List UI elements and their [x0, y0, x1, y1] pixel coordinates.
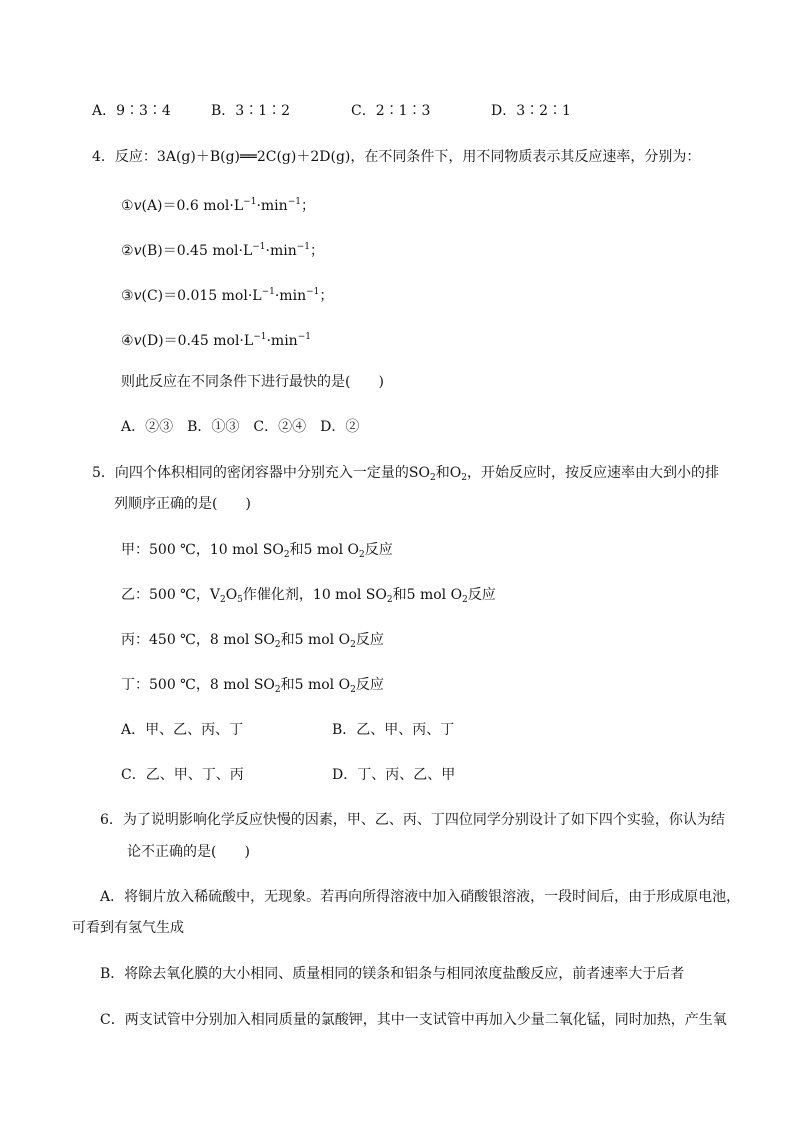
q5-option-d: D．丁、丙、乙、甲 — [332, 767, 456, 783]
q5-stem-line1: 5．向四个体积相同的密闭容器中分别充入一定量的$SO_2$和$O_2$，开始反应时，按反应速率由大到小的排 — [92, 465, 719, 483]
q4-question: 则此反应在不同条件下进行最快的是( ) — [121, 374, 384, 390]
q6-option-c-line1: C．两支试管中分别加入相同质量的氯酸钾，其中一支试管中再加入少量二氧化锰，同时加热，产生氧 — [100, 1012, 727, 1028]
q5-condition-yi: 乙：500 ℃，$V_2O_5$作催化剂，10 mol $SO_2$和5 mol $O_2$反应 — [121, 587, 496, 605]
q4-item-1: ①v(A)＝0.6 $mol\cdot L^{-1}\cdot\min^{-1}$； — [121, 197, 315, 214]
q5-stem-line2: 列顺序正确的是( ) — [114, 496, 251, 512]
q3-option-b: B．3∶1∶2 — [211, 103, 291, 119]
q5-condition-bing: 丙：450 ℃，8 mol $SO_2$和5 mol $O_2$反应 — [121, 632, 384, 650]
q5-option-a: A．甲、乙、丙、丁 — [121, 722, 244, 738]
q4-item-4: ④v(D)＝0.45 $mol\cdot L^{-1}\cdot\min^{-1}$ — [121, 332, 311, 349]
q4-number: 4． — [92, 149, 115, 165]
q4-stem — [92, 147, 700, 167]
q3-option-a: A．9∶3∶4 — [92, 103, 171, 119]
q4-options: A．②③ B．①③ C．②④ D．② — [121, 419, 360, 435]
q5-condition-jia: 甲：500 ℃，10 mol $SO_2$和5 mol $O_2$反应 — [121, 542, 393, 560]
q5-option-c: C．乙、甲、丁、丙 — [121, 767, 244, 783]
q6-stem-line1: 6．为了说明影响化学反应快慢的因素，甲、乙、丙、丁四位同学分别设计了如下四个实验，你认为结 — [100, 812, 725, 828]
q6-option-a-line2: 可看到有氢气生成 — [72, 920, 184, 936]
q5-condition-ding: 丁：500 ℃，8 mol $SO_2$和5 mol $O_2$反应 — [121, 677, 384, 695]
q4-item-2: ②v(B)＝0.45 $mol\cdot L^{-1}\cdot\min^{-1}$； — [121, 242, 325, 259]
q6-stem-line2: 论不正确的是( ) — [127, 844, 250, 860]
q4-stem-text: 反应：3A(g)＋B(g)══2C(g)＋2D(g)，在不同条件下，用不同物质表示其反应速率，分别为： — [114, 149, 701, 165]
q5-option-b: B．乙、甲、丙、丁 — [332, 722, 455, 738]
q4-item-3: ③v(C)＝0.015 $mol\cdot L^{-1}\cdot\min^{-1}$； — [121, 287, 334, 304]
q6-option-a-line1: A．将铜片放入稀硫酸中，无现象。若再向所得溶液中加入硝酸银溶液，一段时间后，由于形成原电池， — [100, 889, 741, 905]
q3-option-c: C．2∶1∶3 — [351, 103, 431, 119]
q6-option-b: B．将除去氧化膜的大小相同、质量相同的镁条和铝条与相同浓度盐酸反应，前者速率大于后者 — [100, 966, 685, 982]
q3-option-d: D．3∶2∶1 — [491, 103, 571, 119]
